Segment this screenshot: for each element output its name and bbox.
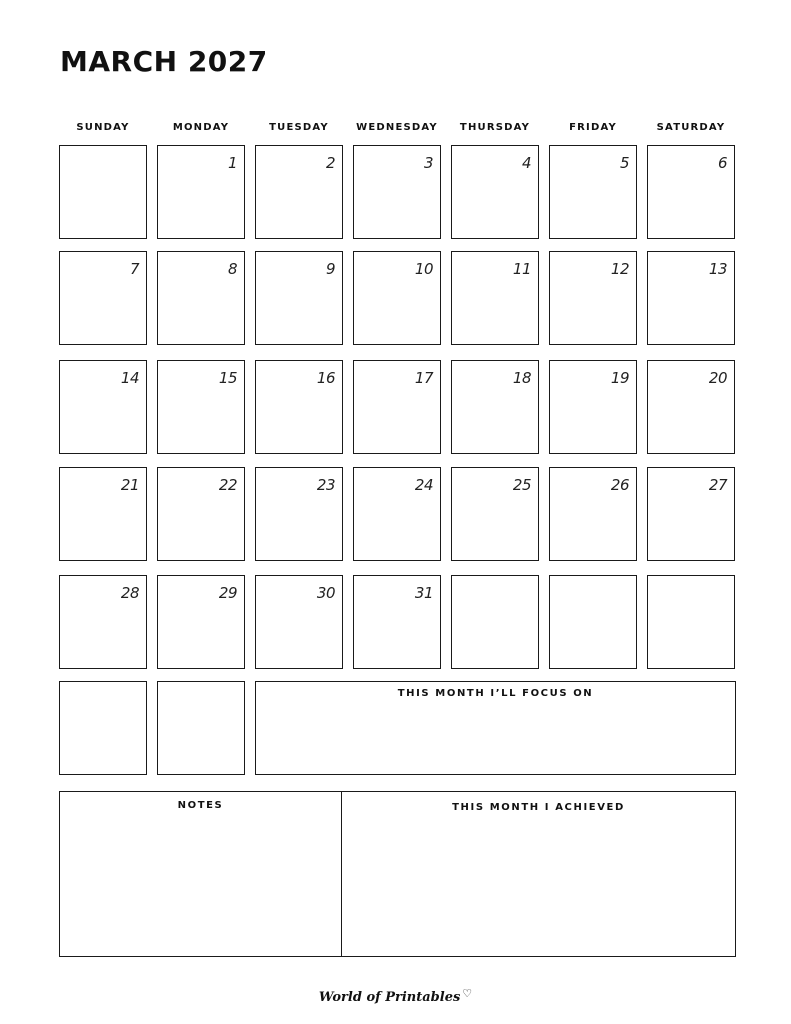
notes-label: NOTES — [177, 800, 224, 811]
day-cell[interactable] — [59, 467, 147, 561]
day-number: 9 — [325, 260, 335, 278]
day-number: 24 — [414, 476, 433, 494]
day-cell[interactable] — [59, 145, 147, 239]
day-cell[interactable] — [157, 360, 245, 454]
day-number: 17 — [414, 369, 433, 387]
day-number: 21 — [120, 476, 139, 494]
day-cell[interactable] — [451, 575, 539, 669]
day-number: 13 — [708, 260, 727, 278]
day-number: 22 — [218, 476, 237, 494]
day-cell[interactable] — [647, 145, 735, 239]
day-cell[interactable] — [255, 360, 343, 454]
day-number: 8 — [227, 260, 237, 278]
day-number: 18 — [512, 369, 531, 387]
day-number: 30 — [316, 584, 335, 602]
extra-blank-cell[interactable] — [59, 681, 147, 775]
day-cell[interactable] — [157, 575, 245, 669]
day-cell[interactable] — [549, 467, 637, 561]
day-number: 14 — [120, 369, 139, 387]
day-number: 25 — [512, 476, 531, 494]
day-number: 23 — [316, 476, 335, 494]
day-number: 15 — [218, 369, 237, 387]
day-cell[interactable] — [451, 251, 539, 345]
day-cell[interactable] — [549, 145, 637, 239]
day-cell[interactable] — [255, 467, 343, 561]
day-number: 29 — [218, 584, 237, 602]
day-number: 20 — [708, 369, 727, 387]
day-cell[interactable] — [549, 360, 637, 454]
day-cell[interactable] — [353, 145, 441, 239]
day-cell[interactable] — [353, 467, 441, 561]
brand-logo — [0, 987, 791, 1005]
day-cell[interactable] — [647, 360, 735, 454]
weekday-thursday: THURSDAY — [459, 122, 531, 133]
day-number: 1 — [227, 154, 237, 172]
weekday-tuesday: TUESDAY — [269, 122, 329, 133]
day-number: 19 — [610, 369, 629, 387]
day-cell[interactable] — [157, 251, 245, 345]
day-cell[interactable] — [59, 360, 147, 454]
day-cell[interactable] — [353, 251, 441, 345]
day-number: 3 — [423, 154, 433, 172]
day-number: 27 — [708, 476, 727, 494]
day-number: 6 — [717, 154, 727, 172]
extra-blank-cell[interactable] — [157, 681, 245, 775]
day-number: 12 — [610, 260, 629, 278]
heart-icon: ♡ — [462, 987, 473, 1000]
day-cell[interactable] — [451, 467, 539, 561]
day-number: 2 — [325, 154, 335, 172]
day-cell[interactable] — [255, 251, 343, 345]
day-number: 10 — [414, 260, 433, 278]
day-number: 26 — [610, 476, 629, 494]
day-cell[interactable] — [255, 145, 343, 239]
bottom-section — [59, 791, 736, 957]
day-cell[interactable] — [451, 145, 539, 239]
day-cell[interactable] — [255, 575, 343, 669]
day-cell[interactable] — [59, 251, 147, 345]
day-cell[interactable] — [59, 575, 147, 669]
day-cell[interactable] — [353, 360, 441, 454]
weekday-sunday: SUNDAY — [76, 122, 130, 133]
focus-label: THIS MONTH I’LL FOCUS ON — [397, 688, 594, 699]
day-cell[interactable] — [647, 467, 735, 561]
achieved-box[interactable] — [342, 792, 735, 956]
day-cell[interactable] — [157, 145, 245, 239]
day-number: 4 — [521, 154, 531, 172]
weekday-monday: MONDAY — [172, 122, 230, 133]
day-cell[interactable] — [353, 575, 441, 669]
achieved-label: THIS MONTH I ACHIEVED — [452, 802, 625, 813]
day-number: 28 — [120, 584, 139, 602]
day-number: 11 — [512, 260, 531, 278]
day-cell[interactable] — [647, 575, 735, 669]
day-number: 16 — [316, 369, 335, 387]
page-title: MARCH 2027 — [60, 45, 268, 78]
day-cell[interactable] — [549, 575, 637, 669]
brand-name: World of Printables — [318, 990, 461, 1005]
day-cell[interactable] — [157, 467, 245, 561]
weekday-wednesday: WEDNESDAY — [356, 122, 438, 133]
day-cell[interactable] — [549, 251, 637, 345]
day-cell[interactable] — [647, 251, 735, 345]
focus-box[interactable] — [255, 681, 736, 775]
day-number: 5 — [619, 154, 629, 172]
weekday-saturday: SATURDAY — [656, 122, 726, 133]
day-cell[interactable] — [451, 360, 539, 454]
notes-box[interactable] — [60, 792, 341, 956]
day-number: 7 — [129, 260, 139, 278]
weekday-friday: FRIDAY — [569, 122, 617, 133]
day-number: 31 — [414, 584, 433, 602]
